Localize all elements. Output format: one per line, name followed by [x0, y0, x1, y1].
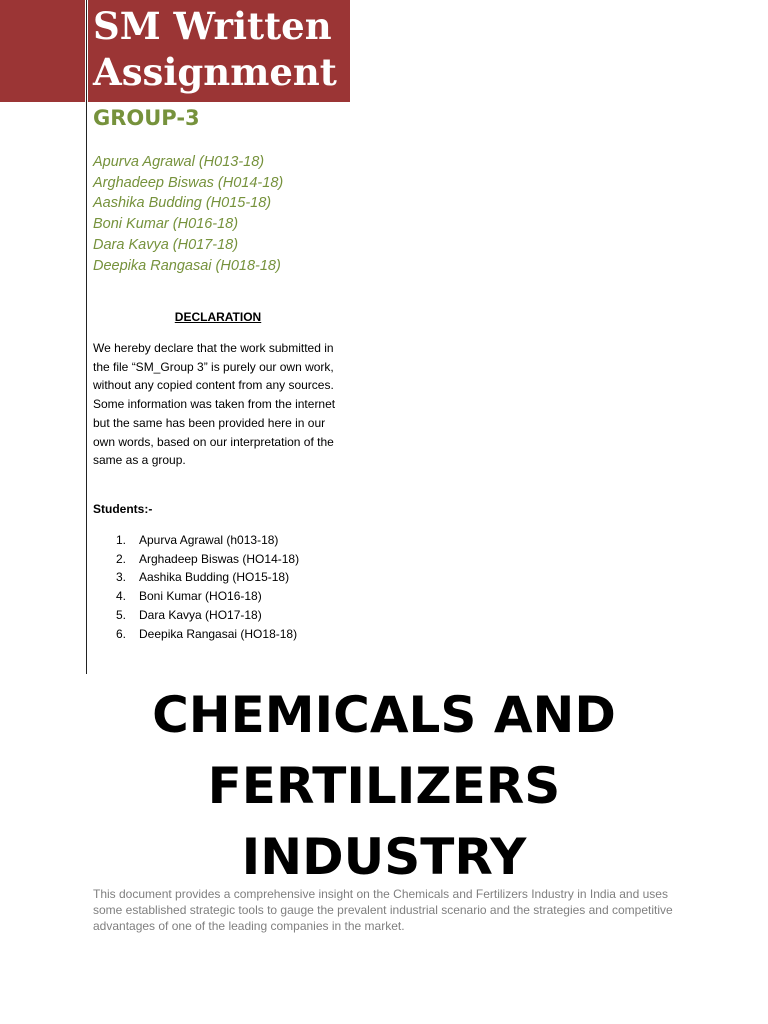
student-name: Aashika Budding (HO15-18): [139, 570, 290, 585]
student-number: 6.: [116, 626, 127, 641]
student-name: Apurva Agrawal (h013-18): [139, 533, 279, 547]
student-item: [93, 568, 299, 587]
member-item: Dara Kavya (H017-18): [93, 236, 239, 253]
declaration-body: We hereby declare that the work submitted in the file “SM_Group 3” is purely our own work, without any copied content from any sources. Some information was taken from the internet but the same has been provided here in our own words, based on our interpretation of the same as a group.: [93, 341, 336, 468]
students-label: Students:-: [93, 502, 153, 516]
main-title-line-3: INDUSTRY: [241, 828, 527, 886]
student-number: 3.: [116, 570, 127, 585]
student-item: [93, 606, 299, 625]
main-title: [0, 680, 768, 893]
group-title: GROUP-3: [93, 106, 200, 130]
student-item: [93, 625, 299, 644]
student-number: 4.: [116, 589, 127, 604]
student-number: 2.: [116, 551, 127, 566]
student-item: [93, 531, 299, 550]
main-title-line-1: CHEMICALS AND: [152, 686, 616, 744]
student-name: Boni Kumar (HO16-18): [139, 589, 262, 604]
member-item: Arghadeep Biswas (H014-18): [93, 174, 284, 191]
declaration-heading: DECLARATION: [174, 310, 262, 324]
student-name: Dara Kavya (HO17-18): [139, 607, 262, 622]
member-item: Boni Kumar (H016-18): [93, 216, 239, 233]
doc-title-line-1: SM Written: [93, 4, 332, 48]
vertical-rule: [86, 0, 87, 674]
abstract-text: This document provides a comprehensive insight on the Chemicals and Fertilizers Industry in India and uses some established strategic tools to gauge the prevalent industrial scenario and the strategies and competitive advantages of one of the leading companies in the market.: [93, 887, 673, 934]
member-item: Deepika Rangasai (H018-18): [93, 257, 281, 274]
doc-title-line-2: Assignment: [93, 50, 337, 94]
main-title-line-2: FERTILIZERS: [207, 757, 561, 815]
title-band-left: [0, 0, 85, 102]
student-item: [93, 587, 299, 606]
students-list: [93, 531, 299, 643]
student-number: 1.: [116, 533, 127, 547]
member-list: [93, 152, 283, 276]
student-name: Deepika Rangasai (HO18-18): [139, 626, 298, 641]
student-item: [93, 550, 299, 569]
member-item: Aashika Budding (H015-18): [93, 195, 272, 212]
member-item: Apurva Agrawal (H013-18): [93, 154, 265, 170]
title-band: [88, 0, 350, 102]
student-number: 5.: [116, 607, 127, 622]
student-name: Arghadeep Biswas (HO14-18): [139, 551, 300, 566]
